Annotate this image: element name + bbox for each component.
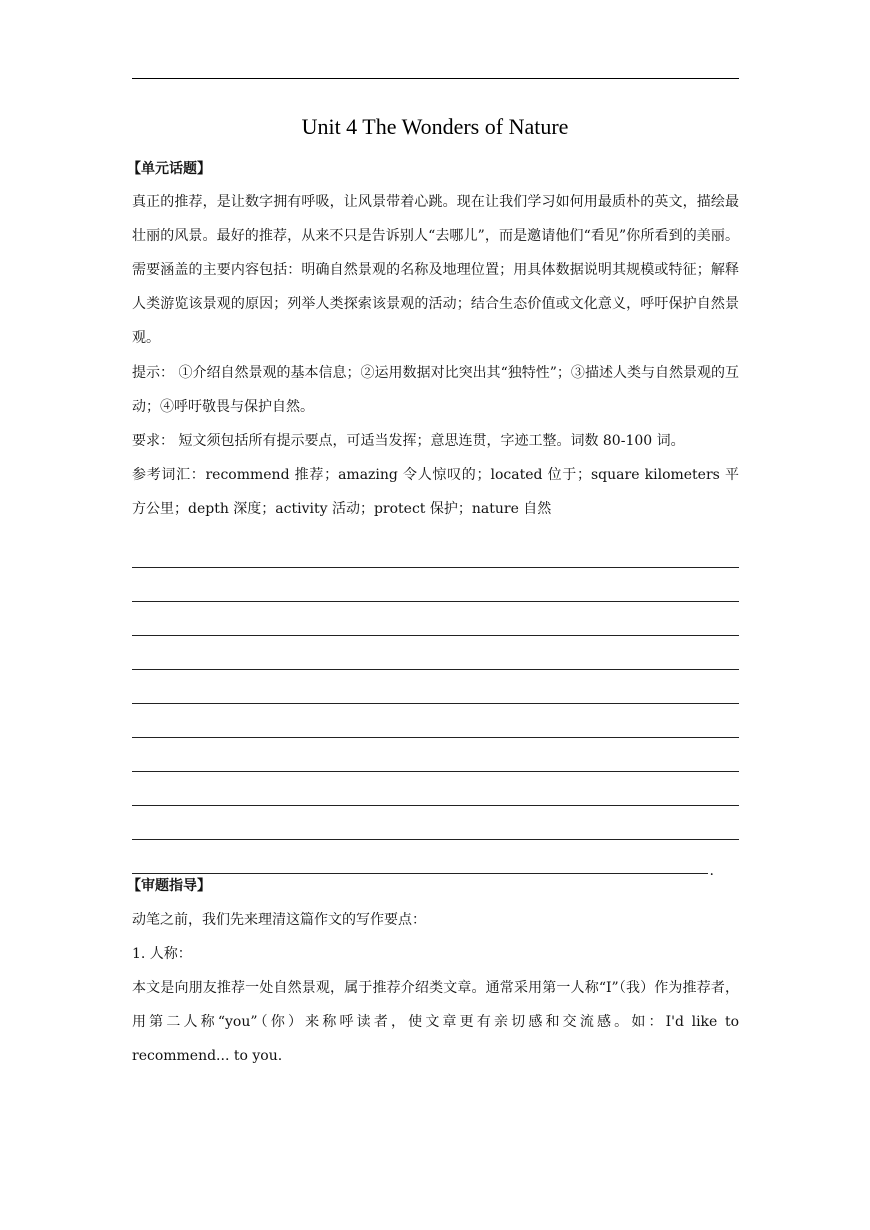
writing-line[interactable]	[132, 534, 739, 568]
writing-line[interactable]	[132, 602, 739, 636]
end-period: .	[709, 863, 714, 879]
document-title: Unit 4 The Wonders of Nature	[301, 114, 569, 139]
writing-line[interactable]	[132, 636, 739, 670]
writing-line[interactable]	[132, 738, 739, 772]
guidance-intro: 动笔之前，我们先来理清这篇作文的写作要点：	[132, 912, 426, 928]
vocabulary-paragraph: 参考词汇：recommend 推荐；amazing 令人惊叹的；located 位于；square kilometers 平方公里；depth 深度；activity 活动；protect 保护；nature 自然	[132, 467, 739, 517]
header-rule	[132, 78, 739, 79]
writing-line[interactable]	[132, 806, 739, 840]
writing-area[interactable]	[132, 534, 739, 879]
writing-line-last[interactable]	[132, 840, 714, 879]
item-1-paragraph: 本文是向朋友推荐一处自然景观，属于推荐介绍类文章。通常采用第一人称“I”（我）作为推荐者，用第二人称“you”（你）来称呼读者，使文章更有亲切感和交流感。如：I'd like to recommend... to you.	[132, 980, 739, 1064]
writing-line[interactable]	[132, 772, 739, 806]
section-heading-topic: 【单元话题】	[127, 161, 211, 177]
writing-line[interactable]	[132, 670, 739, 704]
hints-paragraph: 提示： ①介绍自然景观的基本信息；②运用数据对比突出其“独特性”；③描述人类与自然景观的互动；④呼吁敬畏与保护自然。	[132, 365, 739, 415]
requirements-paragraph: 要求： 短文须包括所有提示要点，可适当发挥；意思连贯，字迹工整。词数 80-100 词。	[132, 433, 685, 449]
item-1-label: 1. 人称：	[132, 946, 192, 962]
writing-line[interactable]	[132, 568, 739, 602]
writing-line[interactable]	[132, 704, 739, 738]
topic-intro-paragraph: 真正的推荐，是让数字拥有呼吸，让风景带着心跳。现在让我们学习如何用最质朴的英文，描绘最壮丽的风景。最好的推荐，从来不只是告诉别人“去哪儿”，而是邀请他们“看见”你所看到的美丽。需要涵盖的主要内容包括：明确自然景观的名称及地理位置；用具体数据说明其规模或特征；解释人类游览该景观的原因；列举人类探索该景观的活动；结合生态价值或文化意义，呼吁保护自然景观。	[132, 194, 739, 346]
section-heading-guidance: 【审题指导】	[127, 878, 211, 894]
